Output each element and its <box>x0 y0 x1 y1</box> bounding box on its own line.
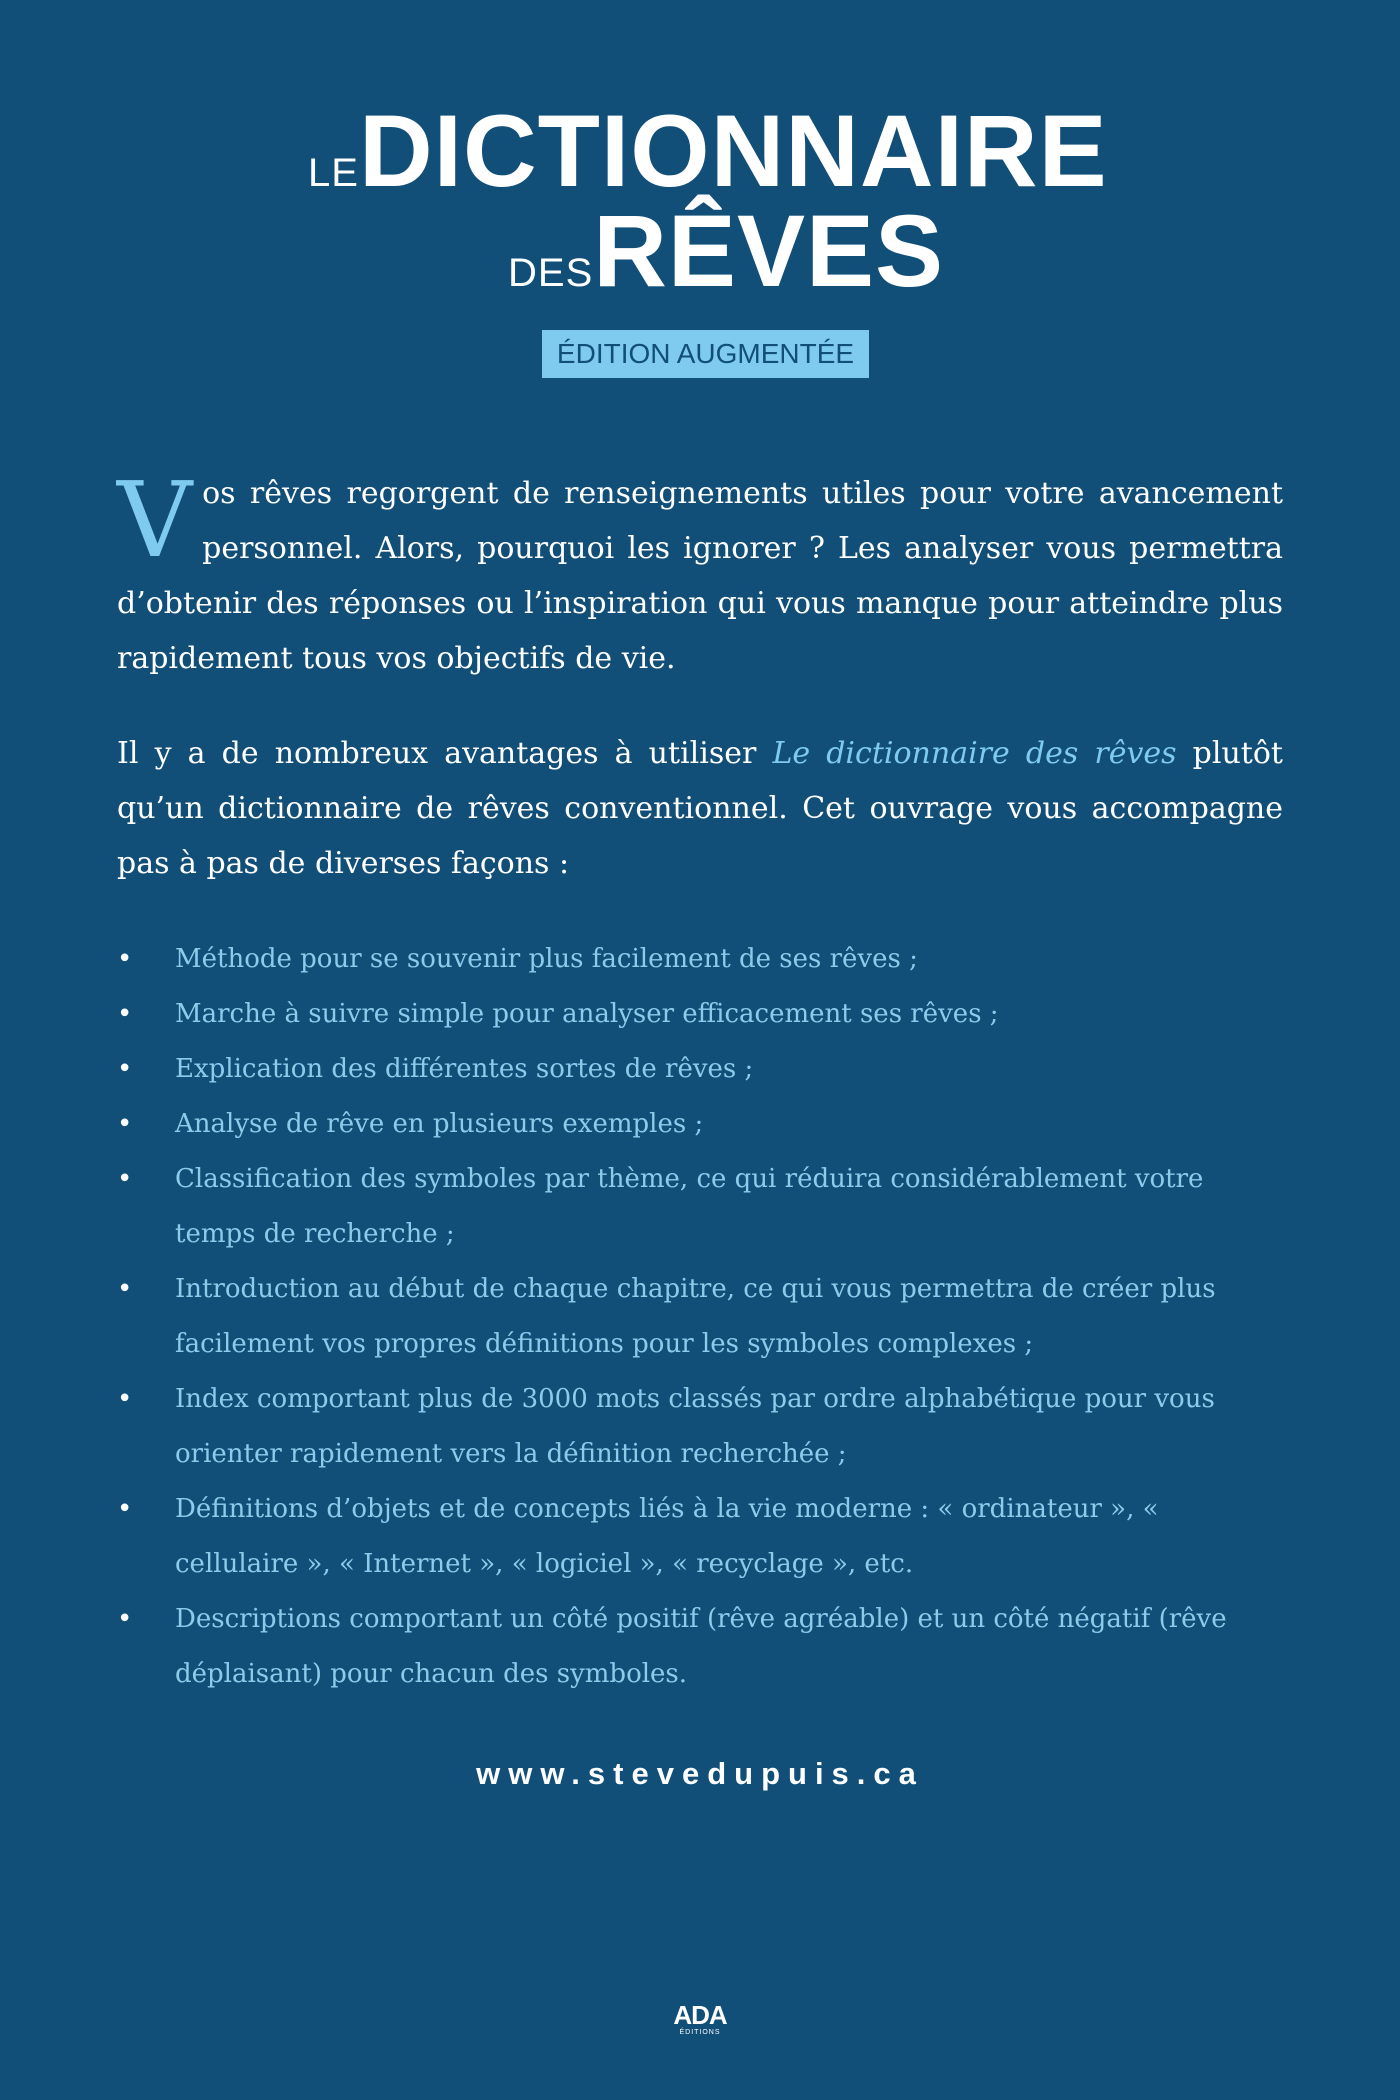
list-item: • Méthode pour se souvenir plus facilement de ses rêves ; <box>117 932 1237 987</box>
publisher-logo-sub: ÉDITIONS <box>679 2029 721 2036</box>
features-list <box>117 932 1237 1702</box>
intro-text: os rêves regorgent de renseignements utiles pour votre avancement personnel. Alors, pourquoi les ignorer ? Les analyser vous permettra d’obtenir des réponses ou l’inspiration qui vous manque pour atteindre plus rapidement tous vos objectifs de vie. <box>117 476 1283 676</box>
title-line-2 <box>508 194 945 308</box>
title-des: DES <box>508 251 594 295</box>
benefits-paragraph <box>117 726 1283 891</box>
para2-after: plutôt qu’un dictionnaire de rêves conventionnel. Cet ouvrage vous accompagne pas à pas de diverses façons : <box>117 736 1283 881</box>
title-line-1 <box>308 94 1108 208</box>
title-le: LE <box>308 151 359 195</box>
list-item: • Explication des différentes sortes de rêves ; <box>117 1042 1237 1097</box>
publisher-logo-mark: ADA <box>673 2000 727 2030</box>
intro-paragraph <box>117 459 1283 686</box>
edition-badge: ÉDITION AUGMENTÉE <box>542 330 869 378</box>
book-title-italic: Le dictionnaire des rêves <box>772 736 1177 771</box>
list-item: • Introduction au début de chaque chapitre, ce qui vous permettra de créer plus facilement vos propres définitions pour les symboles complexes ; <box>117 1262 1237 1372</box>
list-item: • Classification des symboles par thème, ce qui réduira considérablement votre temps de recherche ; <box>117 1152 1237 1262</box>
publisher-logo <box>665 2002 735 2038</box>
list-item: • Index comportant plus de 3000 mots classés par ordre alphabétique pour vous orienter rapidement vers la définition recherchée ; <box>117 1372 1237 1482</box>
list-item: • Descriptions comportant un côté positif (rêve agréable) et un côté négatif (rêve déplaisant) pour chacun des symboles. <box>117 1592 1237 1702</box>
list-item: • Marche à suivre simple pour analyser efficacement ses rêves ; <box>117 987 1237 1042</box>
title-dictionnaire: DICTIONNAIRE <box>358 94 1108 208</box>
website-url: www.stevedupuis.ca <box>476 1756 924 1791</box>
list-item: • Analyse de rêve en plusieurs exemples ; <box>117 1097 1237 1152</box>
list-item: • Définitions d’objets et de concepts liés à la vie moderne : « ordinateur », « cellulaire », « Internet », « logiciel », « recyclage », etc. <box>117 1482 1237 1592</box>
para2-before: Il y a de nombreux avantages à utiliser <box>117 736 773 771</box>
title-reves: RÊVES <box>593 194 945 308</box>
drop-cap: V <box>117 459 193 581</box>
